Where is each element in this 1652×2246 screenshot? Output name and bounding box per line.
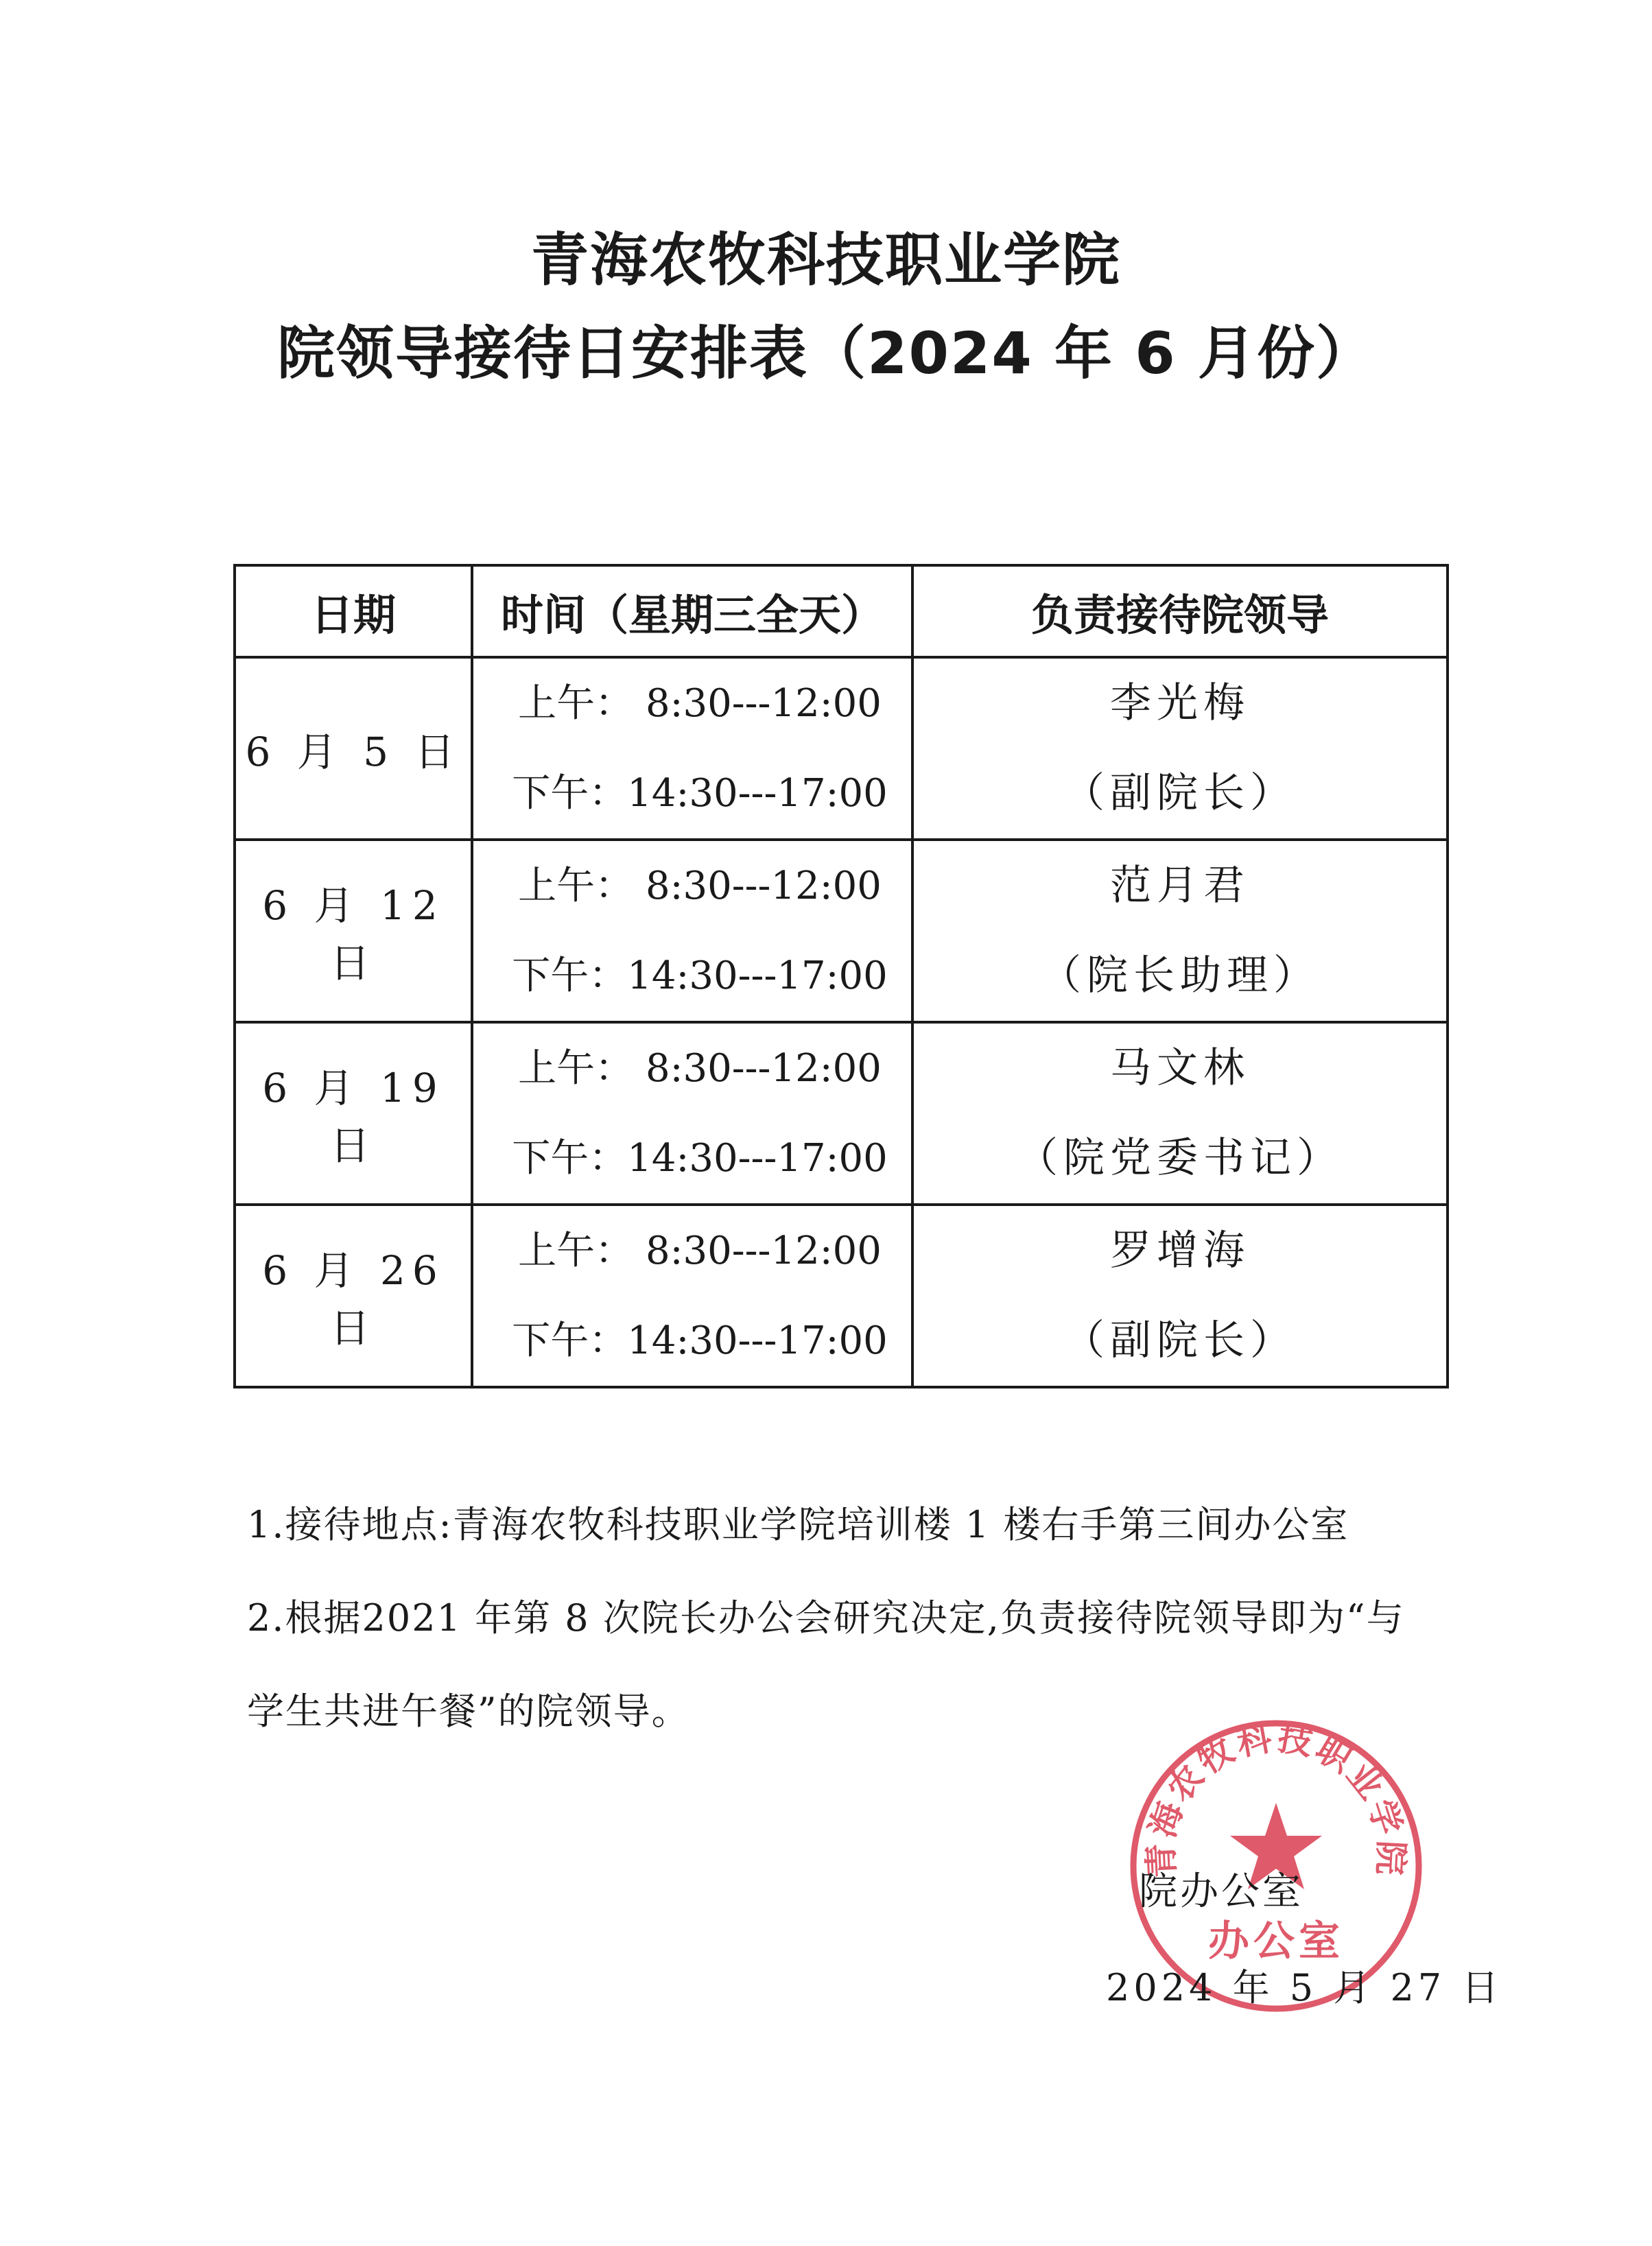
leader-position: （院长助理） bbox=[1040, 951, 1320, 1000]
leader-name: 范月君 bbox=[1110, 862, 1250, 910]
header-time: 时间（星期三全天） bbox=[472, 565, 912, 657]
afternoon-time: 下午：14:30---17:00 bbox=[512, 1136, 888, 1181]
header-leader: 负责接待院领导 bbox=[912, 565, 1448, 657]
signature-block bbox=[1106, 1869, 1503, 2011]
document-subtitle: 院领导接待日安排表（2024 年 6 月份） bbox=[277, 320, 1375, 387]
leader-position: （副院长） bbox=[1063, 1316, 1297, 1364]
morning-time: 上午： 8:30---12:00 bbox=[518, 864, 882, 908]
date-cell: 6 月 19 日 bbox=[235, 1022, 472, 1205]
time-cell bbox=[472, 657, 912, 840]
note-decision: 2.根据2021 年第 8 次院长办公会研究决定,负责接待院领导即为“与 bbox=[247, 1596, 1405, 1640]
afternoon-time: 下午：14:30---17:00 bbox=[512, 771, 888, 816]
signature-office: 院办公室 bbox=[1139, 1869, 1303, 1914]
header-date: 日期 bbox=[235, 565, 472, 657]
note-decision-continued: 学生共进午餐”的院领导。 bbox=[247, 1690, 690, 1733]
leader-name: 李光梅 bbox=[1110, 679, 1250, 727]
time-cell bbox=[472, 1205, 912, 1387]
leader-name: 马文林 bbox=[1110, 1044, 1250, 1092]
leader-position: （副院长） bbox=[1063, 769, 1297, 817]
afternoon-time: 下午：14:30---17:00 bbox=[512, 1319, 888, 1363]
table-row bbox=[235, 657, 1448, 840]
time-cell bbox=[472, 1022, 912, 1205]
document-title: 青海农牧科技职业学院 bbox=[530, 226, 1121, 294]
date-cell: 6 月 12 日 bbox=[235, 840, 472, 1022]
leader-cell bbox=[912, 840, 1448, 1022]
reception-schedule-table bbox=[233, 564, 1449, 1388]
date-cell: 6 月 26 日 bbox=[235, 1205, 472, 1387]
table-row bbox=[235, 1205, 1448, 1387]
morning-time: 上午： 8:30---12:00 bbox=[518, 1046, 882, 1091]
leader-cell bbox=[912, 657, 1448, 840]
morning-time: 上午： 8:30---12:00 bbox=[518, 1229, 882, 1273]
leader-name: 罗增海 bbox=[1110, 1227, 1250, 1275]
leader-position: （院党委书记） bbox=[1017, 1134, 1343, 1182]
time-cell bbox=[472, 840, 912, 1022]
date-cell: 6 月 5 日 bbox=[235, 657, 472, 840]
leader-cell bbox=[912, 1022, 1448, 1205]
leader-cell bbox=[912, 1205, 1448, 1387]
signature-date: 2024 年 5 月 27 日 bbox=[1106, 1966, 1503, 2009]
table-row bbox=[235, 840, 1448, 1022]
table-header-row bbox=[235, 565, 1448, 657]
seal-bottom-text: 办公室 bbox=[1208, 1917, 1344, 1965]
afternoon-time: 下午：14:30---17:00 bbox=[512, 954, 888, 998]
note-location: 1.接待地点:青海农牧科技职业学院培训楼 1 楼右手第三间办公室 bbox=[247, 1503, 1349, 1546]
seal-arc-text: 青海农牧科技职业学院 bbox=[1140, 1717, 1412, 1879]
morning-time: 上午： 8:30---12:00 bbox=[518, 681, 882, 726]
table-row bbox=[235, 1022, 1448, 1205]
